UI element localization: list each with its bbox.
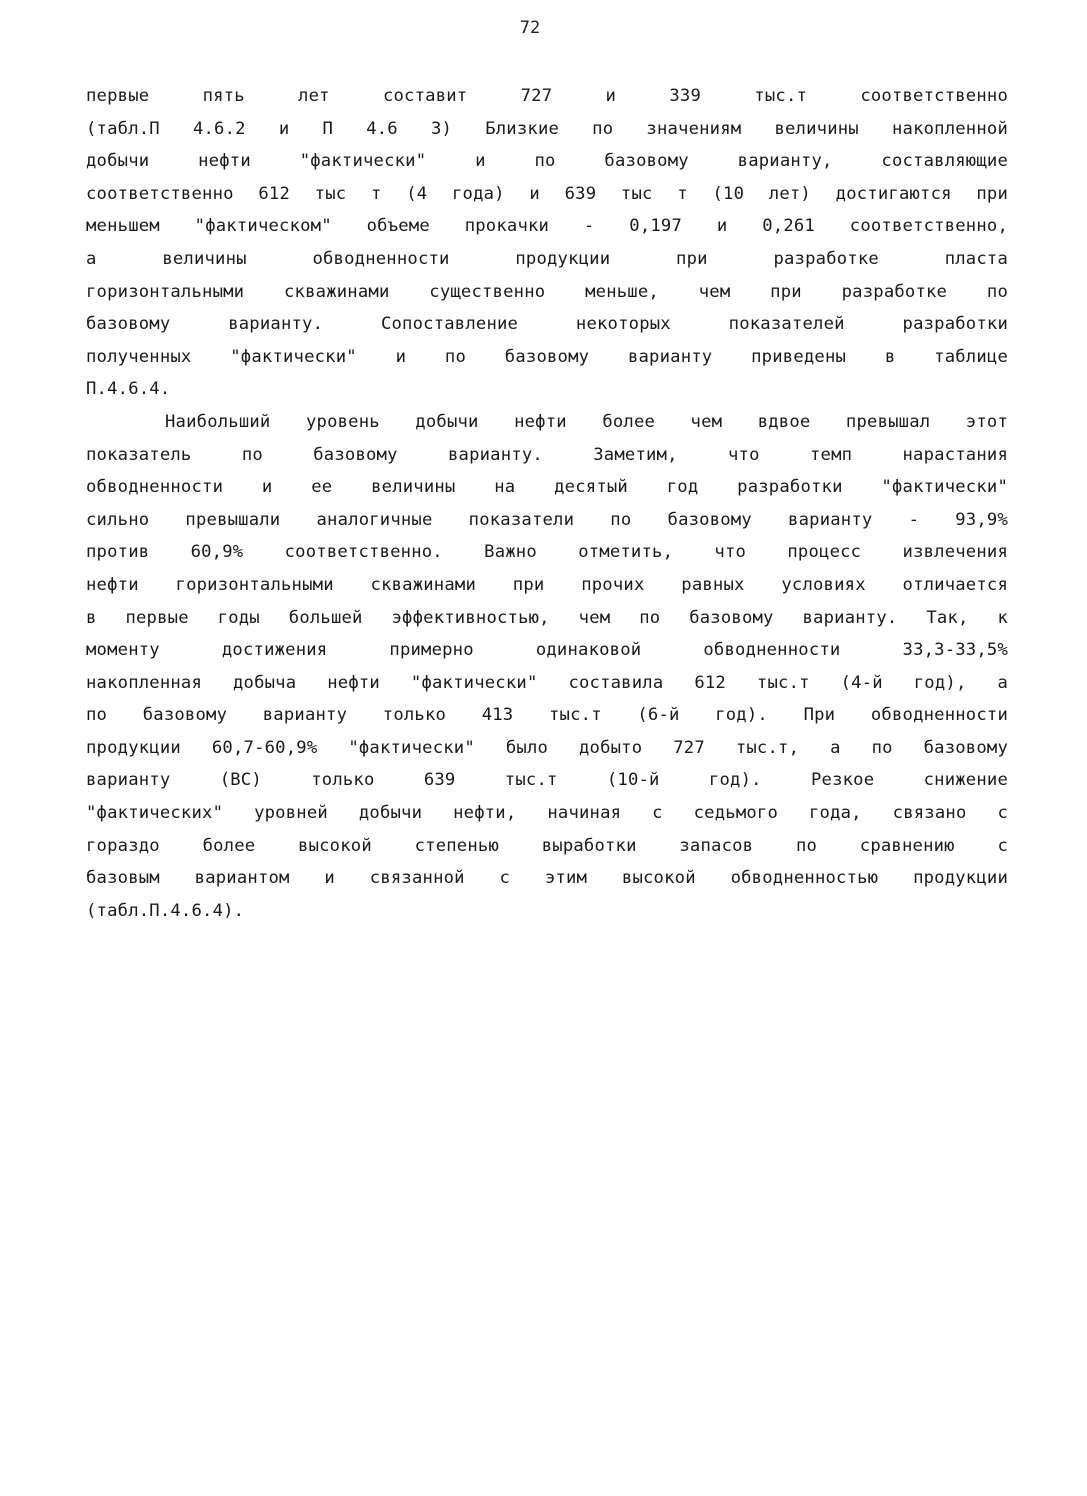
text-line: добычи нефти "фактически" и по базовому варианту, составляющие — [86, 151, 1008, 172]
text-line: соответственно 612 тыс т (4 года) и 639 тыс т (10 лет) достигаются при — [86, 183, 1008, 204]
paragraph-1 — [86, 80, 1008, 406]
text-line: варианту (ВС) только 639 тыс.т (10-й год). Резкое снижение — [86, 770, 1008, 791]
text-line: по базовому варианту только 413 тыс.т (6-й год). При обводненности — [86, 705, 1008, 726]
text-line: а величины обводненности продукции при разработке пласта — [86, 248, 1008, 269]
text-line: в первые годы большей эффективностью, чем по базовому варианту. Так, к — [86, 607, 1008, 628]
text-line: сильно превышали аналогичные показатели по базовому варианту - 93,9% — [86, 509, 1008, 530]
text-line: первые пять лет составит 727 и 339 тыс.т соответственно — [86, 86, 1008, 106]
text-line: обводненности и ее величины на десятый год разработки "фактически" — [86, 477, 1008, 498]
text-line: моменту достижения примерно одинаковой обводненности 33,3-33,5% — [86, 640, 1008, 661]
text-line: против 60,9% соответственно. Важно отметить, что процесс извлечения — [86, 542, 1008, 563]
paragraph-2 — [86, 406, 1008, 928]
text-line: меньшем "фактическом" объеме прокачки - 0,197 и 0,261 соответственно, — [86, 216, 1008, 237]
page-number: 72 — [519, 18, 541, 38]
text-line: горизонтальными скважинами существенно меньше, чем при разработке по — [86, 281, 1008, 302]
text-line: продукции 60,7-60,9% "фактически" было добыто 727 тыс.т, а по базовому — [86, 737, 1008, 758]
body-text — [86, 80, 1008, 927]
text-line: П.4.6.4. — [86, 379, 171, 400]
text-line: базовому варианту. Сопоставление некоторых показателей разработки — [86, 314, 1008, 335]
text-line: показатель по базовому варианту. Заметим, что темп нарастания — [86, 444, 1008, 465]
text-line: (табл.П 4.6.2 и П 4.6 3) Близкие по значениям величины накопленной — [86, 118, 1008, 139]
text-line: базовым вариантом и связанной с этим высокой обводненностью продукции — [86, 868, 1008, 889]
text-line: полученных "фактически" и по базовому варианту приведены в таблице — [86, 346, 1008, 367]
text-line: Наибольший уровень добычи нефти более чем вдвое превышал этот — [165, 411, 1008, 432]
text-line: гораздо более высокой степенью выработки запасов по сравнению с — [86, 835, 1008, 856]
text-line: нефти горизонтальными скважинами при прочих равных условиях отличается — [86, 574, 1008, 595]
text-line: "фактических" уровней добычи нефти, начиная с седьмого года, связано с — [86, 803, 1008, 824]
text-line: (табл.П.4.6.4). — [86, 900, 245, 921]
text-line: накопленная добыча нефти "фактически" составила 612 тыс.т (4-й год), а — [86, 672, 1008, 693]
